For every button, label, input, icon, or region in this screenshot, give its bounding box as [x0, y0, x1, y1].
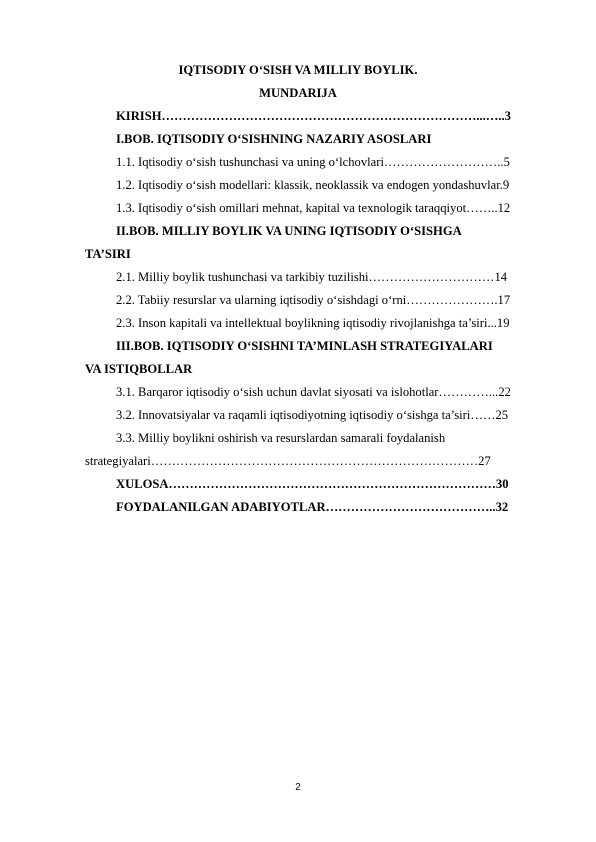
toc-entry-2-3: 2.3. Inson kapitali va intellektual boylikning iqtisodiy rivojlanishga ta’siri...19 [116, 316, 510, 330]
toc-entry-3-2: 3.2. Innovatsiyalar va raqamli iqtisodiyotning iqtisodiy o‘sishga ta’siri……25 [116, 408, 509, 422]
toc-chapter-3-cont: VA ISTIQBOLLAR [85, 362, 193, 376]
toc-entry-xulosa: XULOSA……………………………………………………………………30 [116, 477, 509, 491]
toc-entry-3-1: 3.1. Barqaror iqtisodiy o‘sish uchun davlat siyosati va islohotlar…………...22 [116, 385, 511, 399]
toc-entry-adabiyotlar: FOYDALANILGAN ADABIYOTLAR…………………………………..32 [116, 500, 509, 514]
toc-entry-2-2: 2.2. Tabiiy resurslar va ularning iqtisodiy o‘sishdagi o‘rni………………….17 [116, 293, 511, 307]
toc-entry-kirish: KIRISH…………………………………………………………………...…..3 [116, 109, 511, 123]
toc-entry-1-3: 1.3. Iqtisodiy o‘sish omillari mehnat, kapital va texnologik taraqqiyot……..12 [116, 201, 511, 215]
document-title: IQTISODIY O‘SISH VA MILLIY BOYLIK. [178, 63, 418, 77]
toc-heading: MUNDARIJA [259, 86, 337, 100]
page-number: 2 [295, 782, 301, 793]
toc-chapter-2: II.BOB. MILLIY BOYLIK VA UNING IQTISODIY O‘SISHGA [116, 224, 462, 238]
toc-chapter-1: I.BOB. IQTISODIY O‘SISHNING NAZARIY ASOSLARI [116, 132, 432, 146]
toc-entry-1-1: 1.1. Iqtisodiy o‘sish tushunchasi va uning o‘lchovlari………………………..5 [116, 155, 510, 169]
toc-entry-1-2: 1.2. Iqtisodiy o‘sish modellari: klassik, neoklassik va endogen yondashuvlar.9 [116, 178, 510, 192]
toc-entry-2-1: 2.1. Milliy boylik tushunchasi va tarkibiy tuzilishi…………………………14 [116, 270, 508, 284]
toc-entry-3-3: 3.3. Milliy boylikni oshirish va resurslardan samarali foydalanish [116, 431, 446, 445]
toc-chapter-3: III.BOB. IQTISODIY O‘SISHNI TA’MINLASH STRATEGIYALARI [116, 339, 493, 353]
toc-chapter-2-cont: TA’SIRI [85, 247, 131, 261]
toc-entry-3-3-cont: strategiyalari……………………………………………………………………27 [85, 454, 491, 468]
